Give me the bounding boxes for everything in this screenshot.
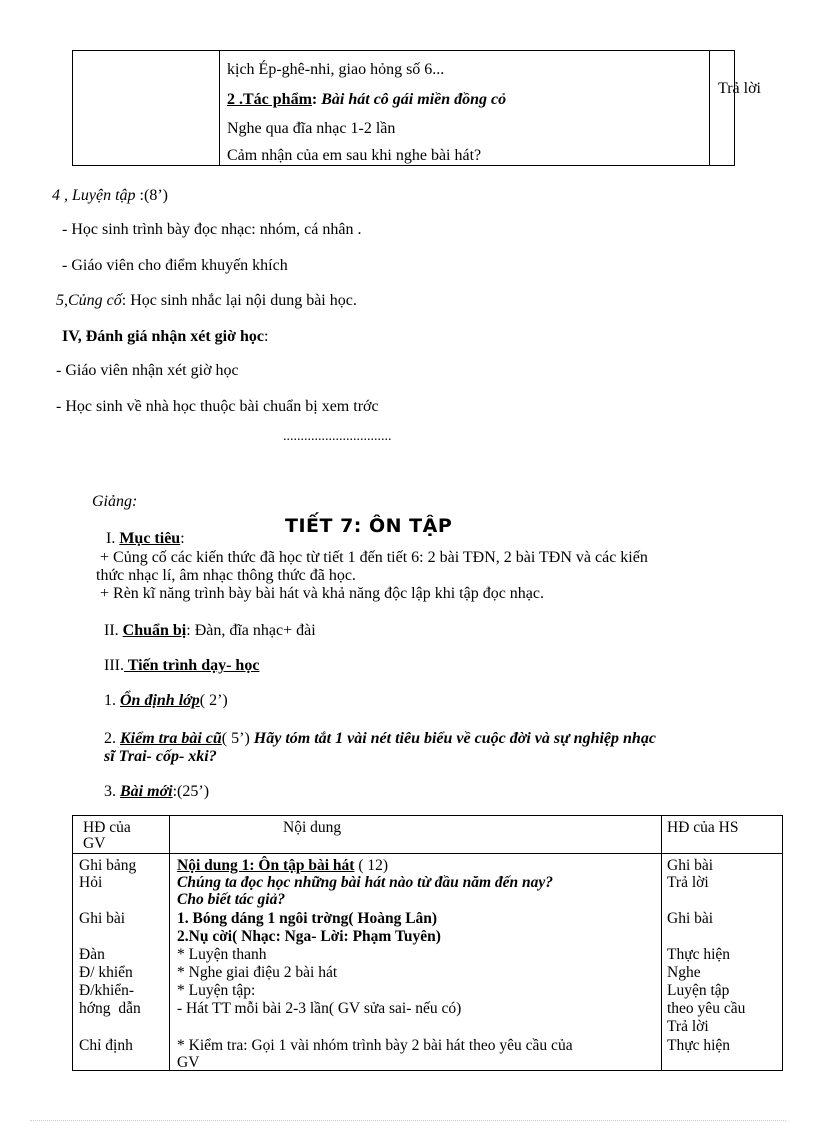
gv-cell: Ghi bài (79, 910, 126, 927)
hs-cell: Thực hiện (667, 946, 731, 963)
section-4-item: - Học sinh trình bày đọc nhạc: nhóm, cá nhân . (62, 221, 362, 238)
teacher-activity-cell (73, 51, 220, 165)
objective-line: + Rèn kĩ năng trình bày bài hát và khả năng độc lập khi tập đọc nhạc. (100, 585, 545, 602)
gv-cell: Chỉ định (79, 1037, 133, 1054)
objective-line: + Củng cố các kiến thức đã học từ tiết 1 đến tiết 6: 2 bài TĐN, 2 bài TĐN và các kiến (100, 549, 648, 566)
section-4-item: - Giáo viên cho điểm khuyến khích (62, 257, 288, 274)
gv-cell: Ghi bảng (79, 857, 137, 874)
content-title: Nội dung 1: Ôn tập bài hát ( 12) (177, 857, 389, 874)
student-activity-cell (710, 51, 810, 165)
header-teacher-cont: GV (83, 835, 106, 852)
section-iv-item: - Học sinh về nhà học thuộc bài chuẩn bị xem trớc (56, 398, 379, 415)
process-heading: III. Tiến trình dạy- học (104, 657, 260, 674)
content-question: Chúng ta đọc học những bài hát nào từ đầu năm đến nay? (177, 874, 554, 891)
work-line: 2 .Tác phẩm: Bài hát cô gái miền đồng cỏ (227, 91, 507, 108)
song-1: 1. Bóng dáng 1 ngôi trờng( Hoàng Lân) (177, 910, 438, 927)
hs-cell: Luyện tập (667, 982, 730, 999)
content-cell (219, 51, 710, 165)
hs-cell: Trả lời (667, 874, 709, 891)
section-iv-item: - Giáo viên nhận xét giờ học (56, 362, 239, 379)
content-step: - Hát TT mỗi bài 2-3 lần( GV sửa sai- nếu có) (177, 1000, 462, 1017)
step-2-line: 2. Kiểm tra bài cũ( 5’) Hãy tóm tắt 1 vài nét tiêu biểu về cuộc đời và sự nghiệp nhạc (104, 730, 656, 747)
giang-label: Giảng: (92, 493, 138, 510)
content-question-cont: Cho biết tác giả? (177, 891, 286, 908)
header-student: HĐ của HS (667, 819, 739, 836)
hs-cell: Thực hiện (667, 1037, 731, 1054)
review-lesson-table (72, 815, 783, 1071)
gv-cell: Đàn (79, 946, 105, 963)
content-line: Nghe qua đĩa nhạc 1-2 lần (227, 120, 396, 137)
top-lesson-table (72, 50, 761, 166)
gv-cell: hớng dẫn (79, 1000, 141, 1017)
content-check: * Kiểm tra: Gọi 1 vài nhóm trình bày 2 bài hát theo yêu cầu của (177, 1037, 573, 1054)
content-step: * Nghe giai điệu 2 bài hát (177, 964, 338, 981)
column-divider (661, 816, 662, 1070)
section-4-heading: 4 , Luyện tập :(8’) (52, 187, 168, 204)
section-iv-heading: IV, Đánh giá nhận xét giờ học: (62, 328, 269, 345)
content-check-cont: GV (177, 1054, 200, 1071)
dotted-separator: ............................... (283, 429, 392, 444)
lesson-title: TIẾT 7: ÔN TẬP (285, 515, 453, 537)
hs-cell: Ghi bài (667, 910, 714, 927)
header-content: Nội dung (283, 819, 342, 836)
content-step: * Luyện thanh (177, 946, 267, 963)
song-2: 2.Nụ cời( Nhạc: Nga- Lời: Phạm Tuyên) (177, 928, 441, 945)
hs-cell: Nghe (667, 964, 701, 981)
gv-cell: Đ/ khiển (79, 964, 133, 981)
step-1-line: 1. Ổn định lớp( 2’) (104, 692, 228, 709)
objective-line: thức nhạc lí, âm nhạc thông thức đã học. (96, 567, 356, 584)
hs-cell: Trả lời (667, 1018, 709, 1035)
header-teacher: HĐ của (83, 819, 131, 836)
gv-cell: Hỏi (79, 874, 103, 891)
column-divider (169, 816, 170, 1070)
work-label: 2 .Tác phẩm (227, 91, 312, 108)
step-2-question-cont: sĩ Trai- cốp- xki? (104, 748, 217, 765)
preparation-line: II. Chuẩn bị: Đàn, đĩa nhạc+ đài (104, 622, 316, 639)
work-title: Bài hát cô gái miền đồng cỏ (317, 91, 507, 108)
hs-cell: theo yêu cầu (667, 1000, 746, 1017)
page-bottom-rule (30, 1120, 786, 1121)
hs-cell: Ghi bài (667, 857, 714, 874)
step-3-line: 3. Bài mới:(25’) (104, 783, 210, 800)
objectives-heading: I. Mục tiêu: (106, 530, 185, 547)
gv-cell: Đ/khiển- (79, 982, 135, 999)
section-5-line: 5,Củng cố: Học sinh nhắc lại nội dung bài học. (56, 292, 357, 309)
content-step: * Luyện tập: (177, 982, 256, 999)
student-answer: Trả lời (718, 80, 761, 97)
content-line: kịch Ép-ghê-nhi, giao hỏng số 6... (227, 61, 445, 78)
content-line: Cảm nhận của em sau khi nghe bài hát? (227, 147, 482, 164)
